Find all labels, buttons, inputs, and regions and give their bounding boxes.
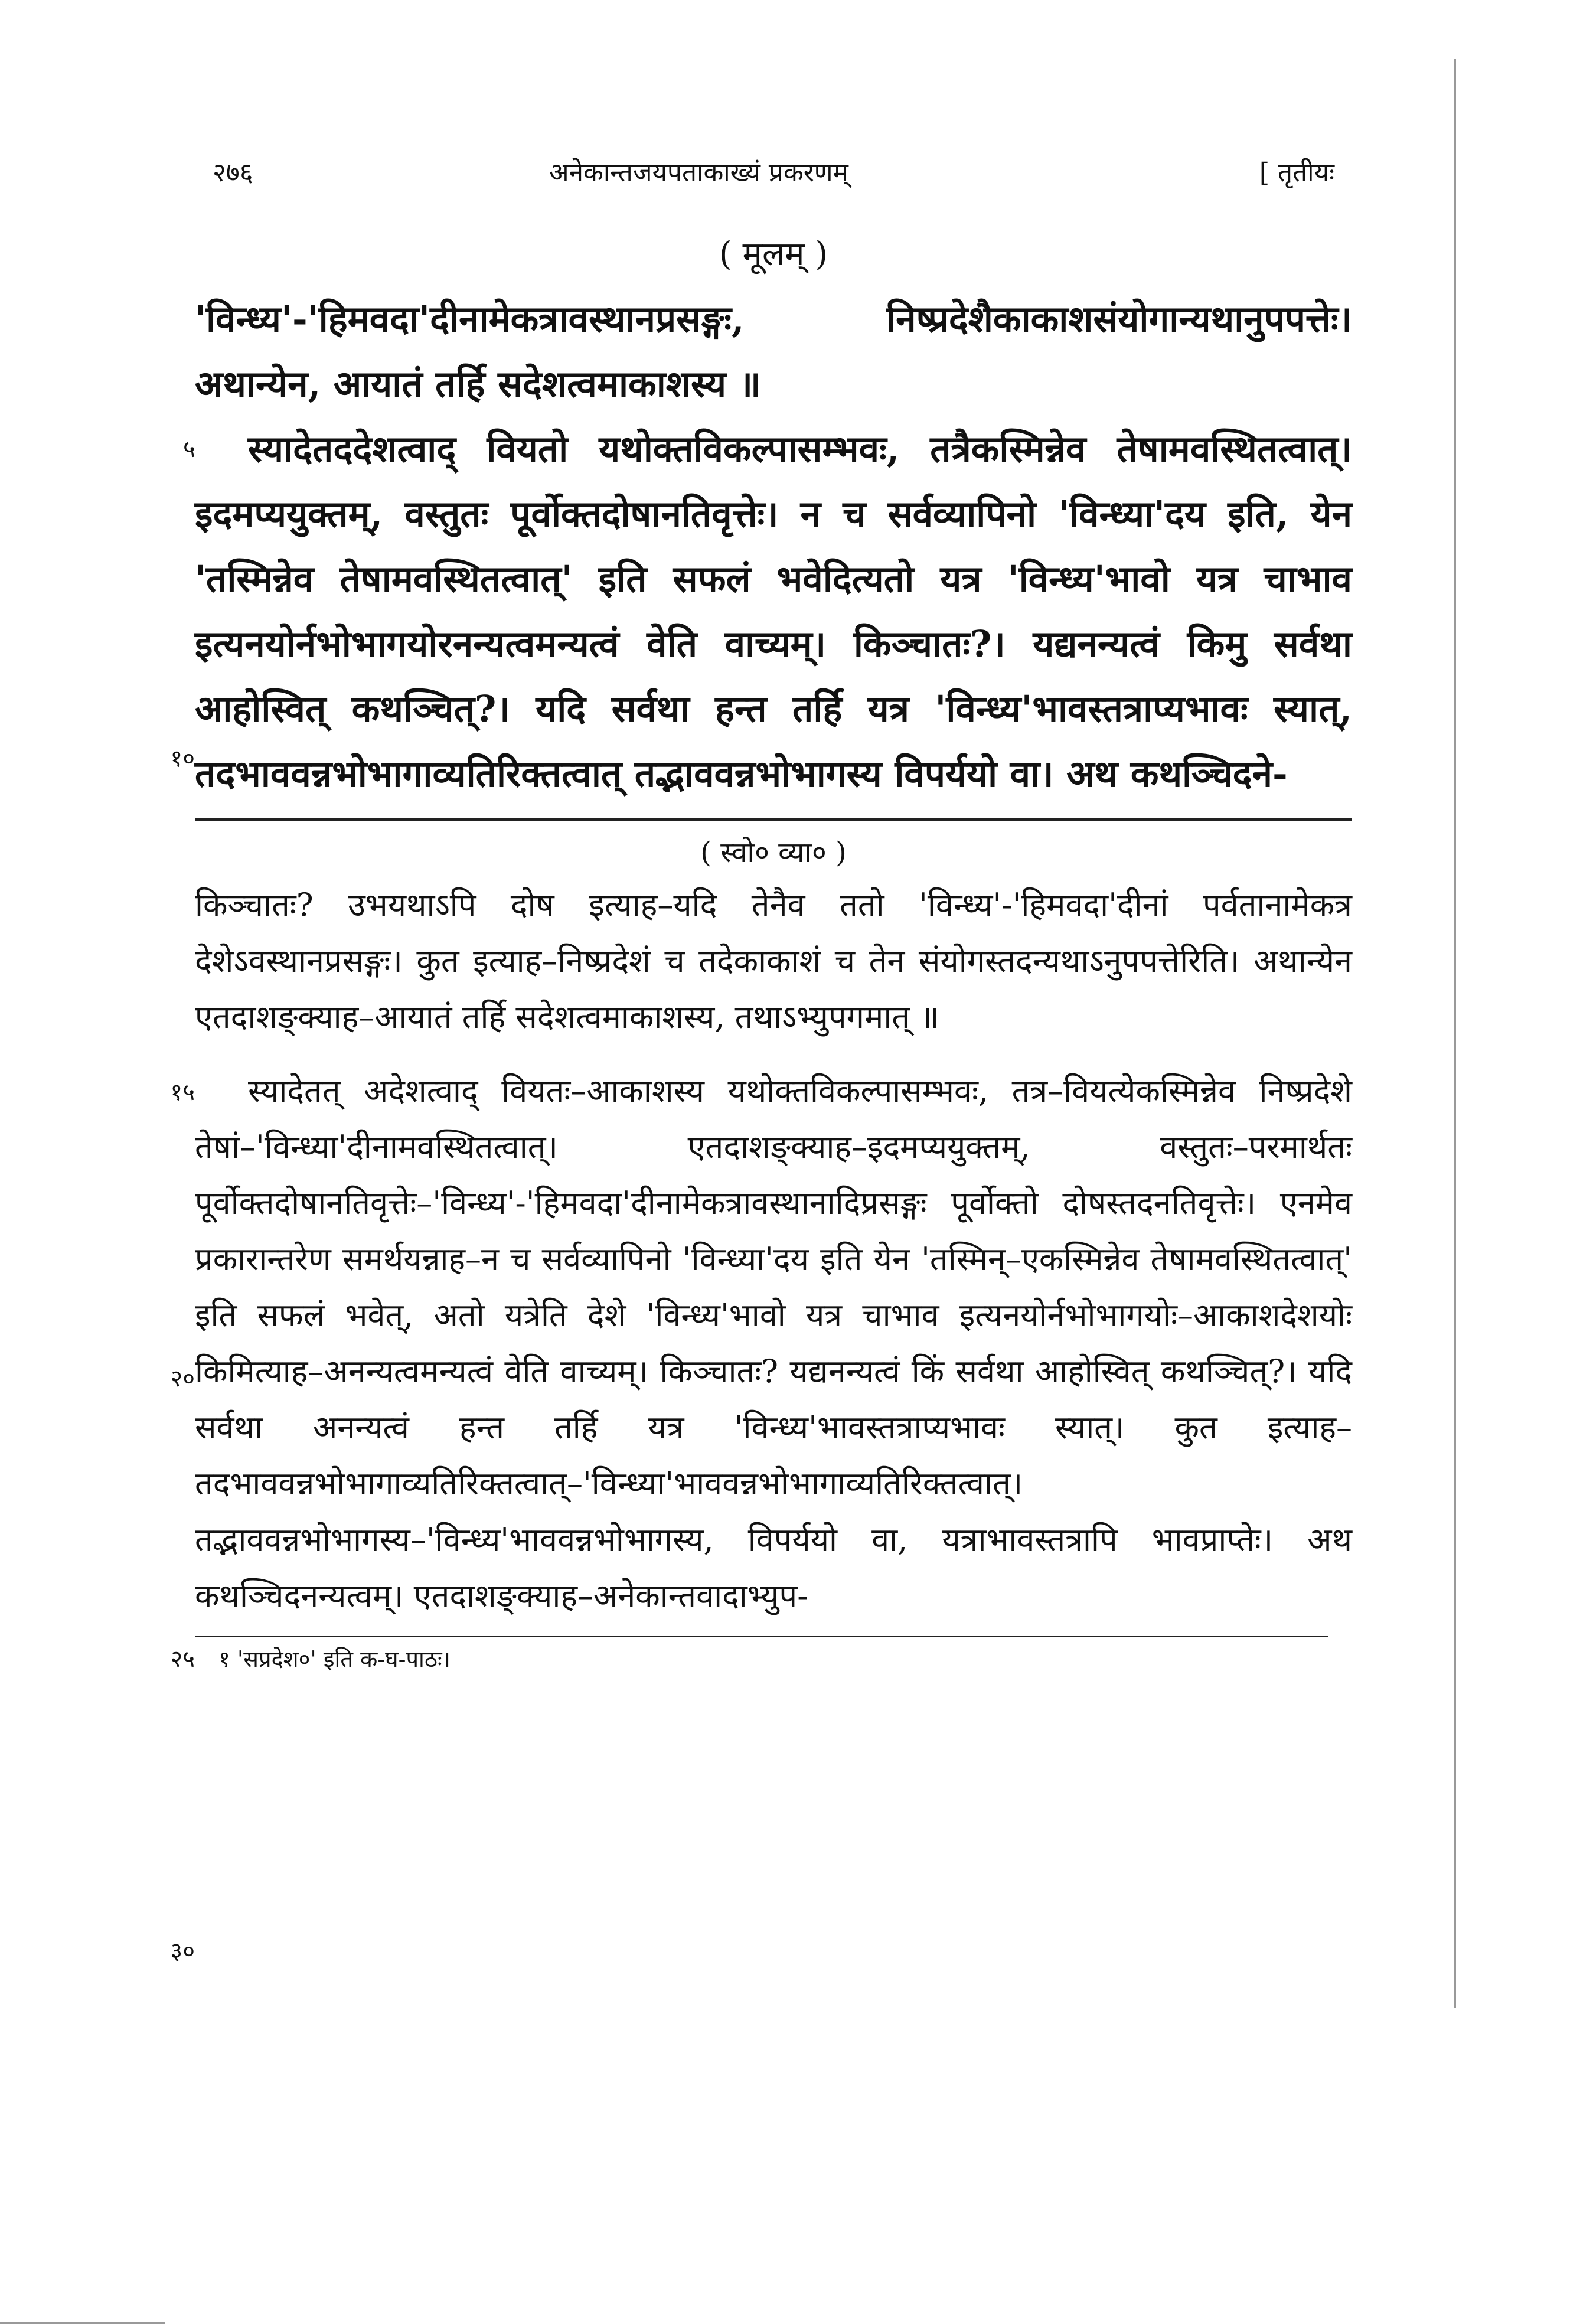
tika-paragraph-1-text: किञ्चातः? उभयथाऽपि दोष इत्याह–यदि तेनैव ततो 'विन्ध्य'-'हिमवदा'दीनां पर्वतानामेकत्र देशेऽवस्थानप्रसङ्गः। कुत इत्याह–निष्प्रदेशं च तदेकाकाशं च तेन संयोगस्तदन्यथाऽनुपपत्तेरिति। अथान्येन एतदाशङ्क्याह–आयातं तर्हि सदेशत्वमाकाशस्य, तथाऽभ्युपगमात् ॥	[195, 886, 1352, 1036]
mula-text	[183, 287, 1352, 807]
line-marker: ५	[183, 436, 195, 463]
page	[183, 136, 1352, 1674]
line-marker-15: १५	[170, 1079, 195, 1106]
running-title: अनेकान्तजयपताकाख्यं प्रकरणम्	[549, 158, 848, 188]
tika-text	[195, 877, 1352, 1624]
page-number: २७६	[213, 158, 253, 188]
section-divider	[195, 818, 1352, 821]
line-marker-25: २५	[170, 1646, 195, 1673]
line-marker-30: ३०	[170, 1938, 195, 1965]
mula-paragraph-1-text: 'विन्ध्य'-'हिमवदा'दीनामेकत्रावस्थानप्रसङ्गः, निष्प्रदेशैकाकाशसंयोगान्यथानुपपत्तेः। अथान्येन, आयातं तर्हि सदेशत्वमाकाशस्य ॥	[195, 298, 1352, 406]
tika-paragraph-2-text: स्यादेतत् अदेशत्वाद् वियतः–आकाशस्य यथोक्तविकल्पासम्भवः, तत्र–वियत्येकस्मिन्नेव निष्प्रदेशे तेषां–'विन्ध्या'दीनामवस्थितत्वात्। एतदाशङ्क्याह–इदमप्ययुक्तम्, वस्तुतः–परमार्थतः पूर्वोक्तदोषानतिवृत्तेः–'विन्ध्य'-'हिमवदा'दीनामेकत्रावस्थानादिप्रसङ्गः पूर्वोक्तो दोषस्तदनतिवृत्तेः। एनमेव प्रकारान्तरेण समर्थयन्नाह–न च सर्वव्यापिनो 'विन्ध्या'दय इति येन 'तस्मिन्–एकस्मिन्नेव तेषामवस्थितत्वात्' इति सफलं भवेत्, अतो यत्रेति देशे 'विन्ध्य'भावो यत्र चाभाव इत्यनयोर्नभोभागयोः–आकाशदेशयोः किमित्याह–अनन्यत्वमन्यत्वं वेति वाच्यम्। किञ्चातः? यद्यनन्यत्वं किं सर्वथा आहोस्वित् कथञ्चित्?। यदि सर्वथा अनन्यत्वं हन्त तर्हि यत्र 'विन्ध्य'भावस्तत्राप्यभावः स्यात्। कुत इत्याह–तदभाववन्नभोभागाव्यतिरिक्तत्वात्–'विन्ध्या'भाववन्नभोभागाव्यतिरिक्तत्वात्। तद्भाववन्नभोभागस्य–'विन्ध्य'भाववन्नभोभागस्य, विपर्ययो वा, यत्राभावस्तत्रापि भावप्राप्तेः। अथ कथञ्चिदनन्यत्वम्। एतदाशङ्क्याह–अनेकान्तवादाभ्युप-	[195, 1072, 1352, 1614]
footnote-divider	[195, 1636, 1328, 1637]
mula-heading: ( मूलम् )	[719, 235, 828, 273]
line-marker-10: १०	[170, 745, 195, 772]
tika-heading: ( स्वो० व्या० )	[700, 836, 847, 869]
mula-paragraph-2	[183, 417, 1352, 807]
mula-paragraph-1	[195, 287, 1352, 417]
mula-paragraph-2-text: स्यादेतददेशत्वाद् वियतो यथोक्तविकल्पासम्भवः, तत्रैकस्मिन्नेव तेषामवस्थितत्वात्। इदमप्ययुक्तम्, वस्तुतः पूर्वोक्तदोषानतिवृत्तेः। न च सर्वव्यापिनो 'विन्ध्या'दय इति, येन 'तस्मिन्नेव तेषामवस्थितत्वात्' इति सफलं भवेदित्यतो यत्र 'विन्ध्य'भावो यत्र चाभाव इत्यनयोर्नभोभागयोरनन्यत्वमन्यत्वं वेति वाच्यम्। किञ्चातः?। यद्यनन्यत्वं किमु सर्वथा आहोस्वित् कथञ्चित्?। यदि सर्वथा हन्त तर्हि यत्र 'विन्ध्य'भावस्तत्राप्यभावः स्यात्, तदभाववन्नभोभागाव्यतिरिक्तत्वात् तद्भाववन्नभोभागस्य विपर्ययो वा। अथ कथञ्चिदने-	[195, 427, 1352, 795]
scan-margin-line	[1454, 59, 1456, 2008]
tika-paragraph-1	[195, 877, 1352, 1045]
line-marker-20: २०	[170, 1365, 195, 1392]
footnote: १ 'सप्रदेश०' इति क-घ-पाठः।	[218, 1646, 451, 1672]
tika-paragraph-2	[195, 1063, 1352, 1624]
page-header	[195, 136, 1352, 195]
chapter-label: [ तृतीयः	[1259, 158, 1334, 188]
